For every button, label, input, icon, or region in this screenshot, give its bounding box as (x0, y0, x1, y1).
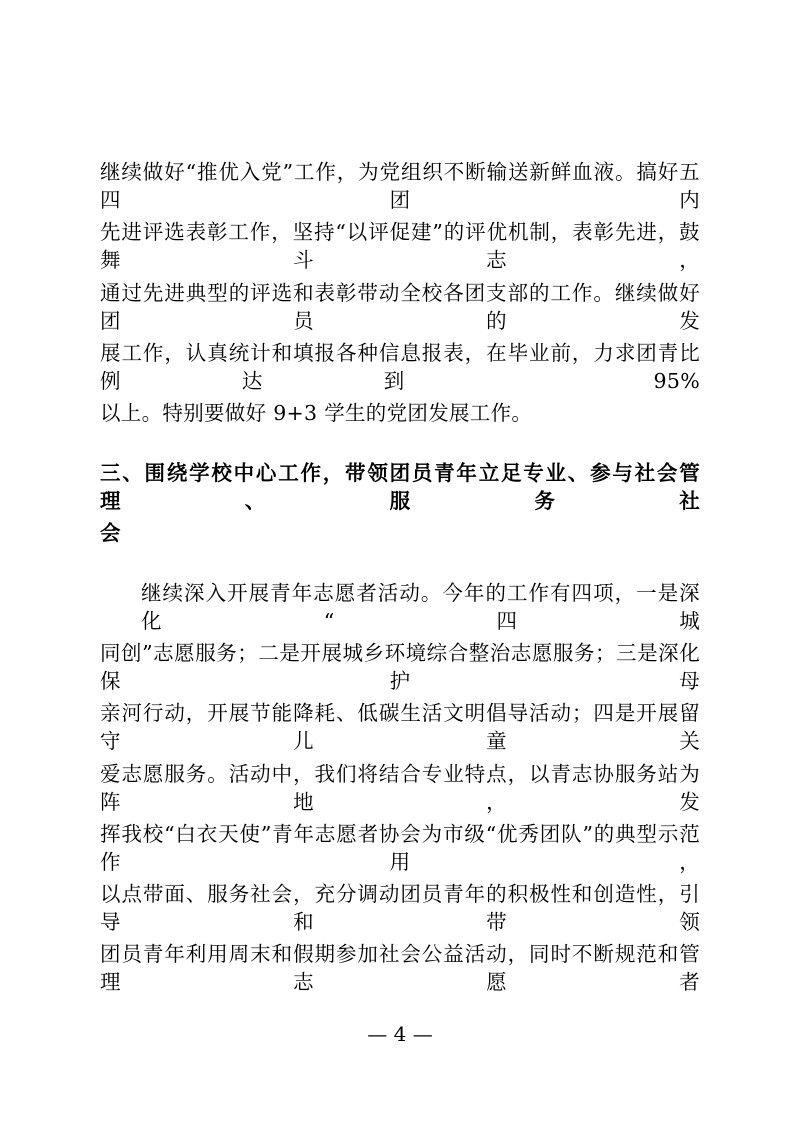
body-text-line: 以点带面、服务社会，充分调动团员青年的积极性和创造性，引导和带领 (100, 882, 700, 934)
body-text-line: 继续深入开展青年志愿者活动。今年的工作有四项，一是深化“四城 (141, 581, 700, 633)
body-text-line: 爱志愿服务。活动中，我们将结合专业特点，以青志协服务站为阵地，发 (100, 762, 700, 814)
body-text-line: 继续做好“推优入党”工作，为党组织不断输送新鲜血液。搞好五四团内 (100, 160, 700, 212)
page-number: — 4 — (367, 1022, 433, 1046)
body-text-line: 通过先进典型的评选和表彰带动全校各团支部的工作。继续做好团员的发 (100, 281, 700, 333)
body-text-line: 展工作，认真统计和填报各种信息报表，在毕业前，力求团青比例达到 95% (100, 341, 700, 393)
body-text-line: 团员青年利用周末和假期参加社会公益活动，同时不断规范和管理志愿者 (100, 942, 700, 994)
body-text-line: 挥我校“白衣天使”青年志愿者协会为市级“优秀团队”的典型示范作用， (100, 822, 700, 874)
body-text-line: 同创”志愿服务；二是开展城乡环境综合整治志愿服务；三是深化保护母 (100, 641, 700, 693)
body-text-line: 亲河行动，开展节能降耗、低碳生活文明倡导活动；四是开展留守儿童关 (100, 701, 700, 753)
body-text-line: 先进评选表彰工作，坚持“以评促建”的评优机制，表彰先进，鼓舞斗志， (100, 220, 700, 272)
section-heading: 三、围绕学校中心工作，带领团员青年立足专业、参与社会管理、服务社 (100, 461, 700, 513)
section-heading: 会 (100, 521, 121, 545)
body-text-line: 以上。特别要做好 9+3 学生的党团发展工作。 (100, 401, 533, 425)
